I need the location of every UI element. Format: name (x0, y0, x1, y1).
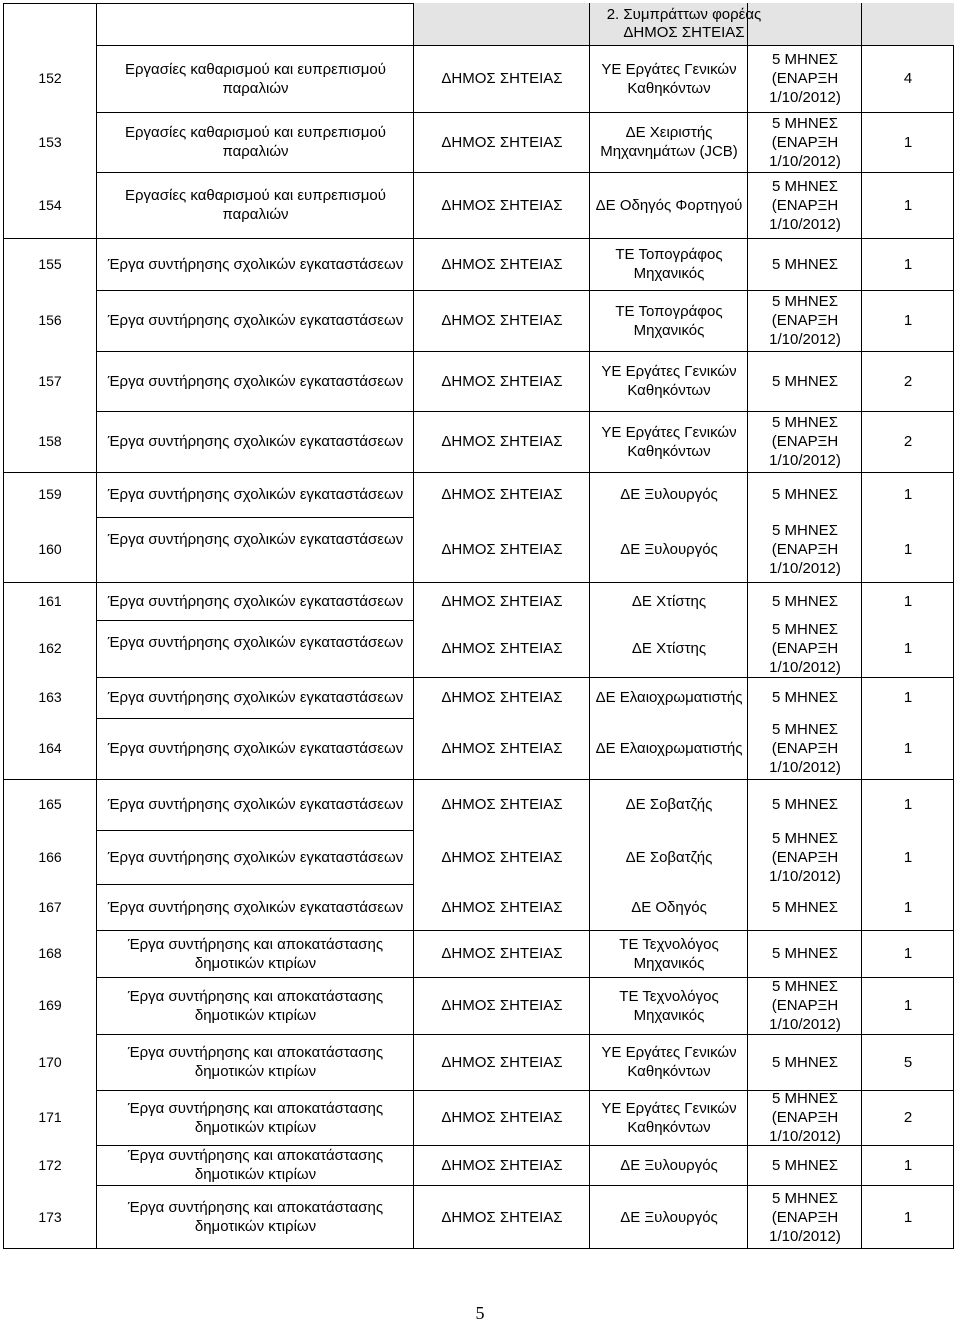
duration (748, 45, 862, 112)
specialty-text: ΔΕ Χειριστής Μηχανημάτων (JCB) (600, 124, 738, 160)
specialty (590, 45, 748, 112)
agency (414, 1145, 590, 1185)
work-title-text: Έργα συντήρησης σχολικών εγκαταστάσεων (107, 255, 404, 273)
agency-text: ΔΗΜΟΣ ΣΗΤΕΙΑΣ (441, 997, 563, 1014)
table-header (414, 6, 954, 42)
row-number-text: 173 (38, 1208, 62, 1225)
agency-text: ΔΗΜΟΣ ΣΗΤΕΙΑΣ (441, 592, 563, 610)
duration (748, 718, 862, 779)
agency (414, 779, 590, 830)
work-title-text: Έργα συντήρησης και αποκατάστασης δημοτικών κτιρίων (127, 1147, 384, 1183)
agency-text: ΔΗΜΟΣ ΣΗΤΕΙΑΣ (441, 312, 563, 329)
work-title (97, 517, 414, 562)
work-title (97, 1145, 414, 1185)
specialty (590, 582, 748, 620)
count-text: 1 (903, 1156, 913, 1174)
work-title-text: Εργασίες καθαρισμού και ευπρεπισμού παραλιών (125, 60, 386, 97)
agency-text: ΔΗΜΟΣ ΣΗΤΕΙΑΣ (441, 640, 563, 657)
specialty-text: ΤΕ Τοπογράφος Μηχανικός (615, 302, 723, 339)
row-number-text: 162 (38, 640, 62, 656)
specialty-text: ΔΕ Χτίστης (631, 592, 707, 610)
count (862, 351, 954, 411)
duration (748, 172, 862, 238)
specialty (590, 1145, 748, 1185)
work-title (97, 351, 414, 411)
work-title (97, 1185, 414, 1249)
count (862, 290, 954, 351)
work-title (97, 582, 414, 620)
duration-text: 5 ΜΗΝΕΣ (772, 486, 838, 503)
specialty-text: ΤΕ Τεχνολόγος Μηχανικός (619, 935, 719, 972)
agency (414, 517, 590, 582)
duration-text: 5 ΜΗΝΕΣ (ΕΝΑΡΞΗ 1/10/2012) (769, 414, 841, 469)
specialty (590, 930, 748, 977)
duration (748, 830, 862, 884)
work-title-text: Έργα συντήρησης σχολικών εγκαταστάσεων (107, 486, 404, 503)
agency (414, 172, 590, 238)
specialty-text: ΥΕ Εργάτες Γενικών Καθηκόντων (601, 60, 737, 97)
count (862, 718, 954, 779)
specialty (590, 290, 748, 351)
duration (748, 677, 862, 718)
count-text: 1 (903, 255, 913, 273)
count-text: 1 (903, 196, 913, 214)
work-title-text: Έργα συντήρησης και αποκατάστασης δημοτικών κτιρίων (127, 1044, 384, 1080)
row-number-text: 157 (38, 372, 62, 389)
row-number (3, 1090, 97, 1145)
specialty-text: ΥΕ Εργάτες Γενικών Καθηκόντων (601, 363, 737, 399)
duration-text: 5 ΜΗΝΕΣ (772, 1053, 838, 1071)
agency-text: ΔΗΜΟΣ ΣΗΤΕΙΑΣ (441, 1053, 563, 1071)
row-number (3, 351, 97, 411)
row-number-text: 163 (38, 689, 62, 705)
count-text: 2 (903, 372, 913, 390)
agency-text: ΔΗΜΟΣ ΣΗΤΕΙΑΣ (441, 196, 563, 214)
agency (414, 830, 590, 884)
work-title-text: Έργα συντήρησης σχολικών εγκαταστάσεων (107, 433, 404, 450)
header-line-2: ΔΗΜΟΣ ΣΗΤΕΙΑΣ (623, 24, 745, 41)
count (862, 677, 954, 718)
row-number-text: 154 (38, 196, 62, 213)
row-number-text: 158 (38, 433, 62, 449)
work-title-text: Εργασίες καθαρισμού και ευπρεπισμού παραλιών (125, 124, 386, 160)
count-text: 1 (903, 796, 913, 813)
work-title (97, 620, 414, 665)
row-number-text: 172 (38, 1156, 62, 1173)
work-title-text: Έργα συντήρησης σχολικών εγκαταστάσεων (107, 740, 404, 757)
row-number (3, 930, 97, 977)
duration (748, 582, 862, 620)
duration-text: 5 ΜΗΝΕΣ (772, 796, 838, 813)
work-title-text: Έργα συντήρησης και αποκατάστασης δημοτικών κτιρίων (127, 935, 384, 972)
work-title-text: Έργα συντήρησης σχολικών εγκαταστάσεων (107, 634, 404, 651)
specialty (590, 472, 748, 517)
count (862, 517, 954, 582)
duration-text: 5 ΜΗΝΕΣ (ΕΝΑΡΞΗ 1/10/2012) (769, 293, 841, 348)
specialty-text: ΤΕ Τεχνολόγος Μηχανικός (619, 987, 719, 1024)
count-text: 1 (903, 1208, 913, 1226)
work-title (97, 411, 414, 472)
work-title-text: Έργα συντήρησης σχολικών εγκαταστάσεων (107, 372, 404, 390)
specialty (590, 830, 748, 884)
work-title (97, 779, 414, 830)
count-text: 1 (903, 541, 913, 558)
row-number-text: 155 (38, 255, 62, 272)
agency-text: ΔΗΜΟΣ ΣΗΤΕΙΑΣ (441, 133, 563, 151)
work-title (97, 112, 414, 172)
count (862, 1145, 954, 1185)
row-number-text: 170 (38, 1053, 62, 1070)
duration (748, 884, 862, 930)
specialty-text: ΔΕ Οδηγός (631, 898, 707, 916)
count (862, 45, 954, 112)
count (862, 779, 954, 830)
row-number-text: 160 (38, 541, 62, 557)
row-number (3, 45, 97, 112)
agency (414, 1090, 590, 1145)
row-number-text: 152 (38, 70, 62, 86)
agency-text: ΔΗΜΟΣ ΣΗΤΕΙΑΣ (441, 486, 563, 503)
duration-text: 5 ΜΗΝΕΣ (772, 689, 838, 706)
duration (748, 1145, 862, 1185)
duration-text: 5 ΜΗΝΕΣ (ΕΝΑΡΞΗ 1/10/2012) (769, 978, 841, 1033)
row-number-text: 165 (38, 796, 62, 812)
agency (414, 677, 590, 718)
agency-text: ΔΗΜΟΣ ΣΗΤΕΙΑΣ (441, 689, 563, 706)
count (862, 112, 954, 172)
row-number (3, 884, 97, 930)
agency (414, 884, 590, 930)
duration-text: 5 ΜΗΝΕΣ (ΕΝΑΡΞΗ 1/10/2012) (769, 1189, 841, 1245)
work-title (97, 1034, 414, 1090)
count-text: 1 (903, 640, 913, 657)
count (862, 620, 954, 677)
duration (748, 1185, 862, 1249)
count-text: 1 (903, 133, 913, 151)
work-title (97, 1090, 414, 1145)
count-text: 2 (903, 1109, 913, 1126)
row-number (3, 582, 97, 620)
count (862, 1034, 954, 1090)
specialty (590, 1185, 748, 1249)
row-number (3, 411, 97, 472)
count (862, 884, 954, 930)
agency (414, 290, 590, 351)
duration (748, 472, 862, 517)
specialty-text: ΔΕ Οδηγός Φορτηγού (595, 196, 743, 214)
work-title-text: Έργα συντήρησης σχολικών εγκαταστάσεων (107, 689, 404, 706)
row-number (3, 677, 97, 718)
specialty-text: ΔΕ Ξυλουργός (620, 1156, 718, 1174)
count-text: 1 (903, 312, 913, 329)
duration (748, 930, 862, 977)
agency-text: ΔΗΜΟΣ ΣΗΤΕΙΑΣ (441, 70, 563, 87)
duration-text: 5 ΜΗΝΕΣ (772, 1156, 838, 1174)
count-text: 1 (903, 740, 913, 757)
row-number (3, 1034, 97, 1090)
specialty (590, 884, 748, 930)
row-number (3, 238, 97, 290)
specialty (590, 1090, 748, 1145)
work-title (97, 290, 414, 351)
count (862, 411, 954, 472)
agency (414, 977, 590, 1034)
work-title (97, 830, 414, 884)
count (862, 1090, 954, 1145)
agency-text: ΔΗΜΟΣ ΣΗΤΕΙΑΣ (441, 1156, 563, 1174)
duration-text: 5 ΜΗΝΕΣ (ΕΝΑΡΞΗ 1/10/2012) (769, 721, 841, 776)
row-number (3, 620, 97, 677)
specialty (590, 1034, 748, 1090)
specialty-text: ΔΕ Ξυλουργός (620, 541, 718, 558)
specialty-text: ΔΕ Ξυλουργός (620, 1208, 718, 1226)
duration (748, 977, 862, 1034)
row-number (3, 718, 97, 779)
duration (748, 1034, 862, 1090)
row-number-text: 156 (38, 312, 62, 328)
row-number (3, 290, 97, 351)
specialty (590, 620, 748, 677)
work-title-text: Έργα συντήρησης σχολικών εγκαταστάσεων (107, 796, 404, 813)
specialty (590, 112, 748, 172)
work-title-text: Έργα συντήρησης και αποκατάστασης δημοτικών κτιρίων (127, 987, 384, 1024)
duration-text: 5 ΜΗΝΕΣ (772, 372, 838, 390)
duration-text: 5 ΜΗΝΕΣ (ΕΝΑΡΞΗ 1/10/2012) (769, 829, 841, 885)
work-title-text: Έργα συντήρησης σχολικών εγκαταστάσεων (107, 531, 404, 548)
specialty-text: ΔΕ Ξυλουργός (620, 486, 718, 503)
specialty (590, 677, 748, 718)
count-text: 1 (903, 689, 913, 706)
work-title-text: Έργα συντήρησης σχολικών εγκαταστάσεων (107, 848, 404, 866)
work-title (97, 884, 414, 930)
agency-text: ΔΗΜΟΣ ΣΗΤΕΙΑΣ (441, 1109, 563, 1126)
duration (748, 1090, 862, 1145)
agency (414, 411, 590, 472)
count (862, 930, 954, 977)
header-line-1: 2. Συμπράττων φορέας (606, 6, 762, 23)
work-title (97, 718, 414, 779)
agency (414, 930, 590, 977)
row-number (3, 1145, 97, 1185)
work-title (97, 45, 414, 112)
duration-text: 5 ΜΗΝΕΣ (772, 898, 838, 916)
row-number-text: 169 (38, 997, 62, 1013)
count (862, 172, 954, 238)
agency-text: ΔΗΜΟΣ ΣΗΤΕΙΑΣ (441, 372, 563, 390)
count (862, 830, 954, 884)
work-title (97, 472, 414, 517)
work-title-text: Έργα συντήρησης σχολικών εγκαταστάσεων (107, 592, 404, 610)
count (862, 582, 954, 620)
count-text: 1 (903, 898, 913, 916)
row-number-text: 153 (38, 133, 62, 150)
row-number (3, 472, 97, 517)
duration-text: 5 ΜΗΝΕΣ (772, 255, 838, 273)
agency (414, 1185, 590, 1249)
row-number (3, 977, 97, 1034)
work-title-text: Έργα συντήρησης σχολικών εγκαταστάσεων (107, 898, 404, 916)
count (862, 1185, 954, 1249)
work-title-text: Έργα συντήρησης σχολικών εγκαταστάσεων (107, 312, 404, 329)
agency (414, 472, 590, 517)
row-number-text: 167 (38, 898, 62, 915)
duration-text: 5 ΜΗΝΕΣ (ΕΝΑΡΞΗ 1/10/2012) (769, 621, 841, 676)
agency (414, 238, 590, 290)
duration-text: 5 ΜΗΝΕΣ (ΕΝΑΡΞΗ 1/10/2012) (769, 51, 841, 106)
count-text: 1 (903, 486, 913, 503)
row-number-text: 164 (38, 740, 62, 756)
count (862, 238, 954, 290)
duration (748, 779, 862, 830)
row-number (3, 172, 97, 238)
specialty-text: ΔΕ Χτίστης (631, 640, 707, 657)
duration-text: 5 ΜΗΝΕΣ (ΕΝΑΡΞΗ 1/10/2012) (769, 177, 841, 233)
count-text: 1 (903, 848, 913, 866)
duration (748, 290, 862, 351)
agency-text: ΔΗΜΟΣ ΣΗΤΕΙΑΣ (441, 796, 563, 813)
duration (748, 351, 862, 411)
agency (414, 620, 590, 677)
specialty (590, 517, 748, 582)
row-number (3, 112, 97, 172)
agency-text: ΔΗΜΟΣ ΣΗΤΕΙΑΣ (441, 898, 563, 916)
count-text: 2 (903, 433, 913, 450)
specialty-text: ΥΕ Εργάτες Γενικών Καθηκόντων (601, 1099, 737, 1136)
row-number (3, 779, 97, 830)
duration (748, 620, 862, 677)
duration (748, 238, 862, 290)
count-text: 5 (903, 1053, 913, 1071)
agency (414, 112, 590, 172)
duration (748, 517, 862, 582)
specialty (590, 977, 748, 1034)
work-title-text: Εργασίες καθαρισμού και ευπρεπισμού παραλιών (125, 187, 386, 223)
specialty-text: ΥΕ Εργάτες Γενικών Καθηκόντων (601, 1044, 737, 1080)
duration (748, 112, 862, 172)
agency-text: ΔΗΜΟΣ ΣΗΤΕΙΑΣ (441, 848, 563, 866)
specialty (590, 172, 748, 238)
specialty-text: ΔΕ Ελαιοχρωματιστής (595, 689, 743, 706)
agency-text: ΔΗΜΟΣ ΣΗΤΕΙΑΣ (441, 433, 563, 450)
count-text: 4 (903, 70, 913, 87)
duration-text: 5 ΜΗΝΕΣ (ΕΝΑΡΞΗ 1/10/2012) (769, 522, 841, 577)
work-title (97, 238, 414, 290)
work-title (97, 977, 414, 1034)
specialty-text: ΔΕ Σοβατζής (625, 796, 713, 813)
agency-text: ΔΗΜΟΣ ΣΗΤΕΙΑΣ (441, 541, 563, 558)
count-text: 1 (903, 945, 913, 962)
agency (414, 582, 590, 620)
specialty-text: ΤΕ Τοπογράφος Μηχανικός (615, 246, 723, 282)
work-title-text: Έργα συντήρησης και αποκατάστασης δημοτικών κτιρίων (127, 1199, 384, 1235)
row-number-text: 161 (38, 592, 62, 609)
duration-text: 5 ΜΗΝΕΣ (772, 592, 838, 610)
specialty-text: ΔΕ Σοβατζής (625, 848, 713, 866)
specialty (590, 351, 748, 411)
specialty (590, 411, 748, 472)
row-number-text: 159 (38, 486, 62, 502)
specialty (590, 718, 748, 779)
specialty-text: ΥΕ Εργάτες Γενικών Καθηκόντων (601, 423, 737, 460)
agency (414, 351, 590, 411)
agency-text: ΔΗΜΟΣ ΣΗΤΕΙΑΣ (441, 255, 563, 273)
agency-text: ΔΗΜΟΣ ΣΗΤΕΙΑΣ (441, 945, 563, 962)
work-title (97, 930, 414, 977)
row-number-text: 166 (38, 848, 62, 865)
count-text: 1 (903, 592, 913, 610)
specialty (590, 779, 748, 830)
row-number-text: 171 (38, 1109, 62, 1125)
row-number (3, 1185, 97, 1249)
duration (748, 411, 862, 472)
work-title (97, 172, 414, 238)
work-title (97, 677, 414, 718)
specialty-text: ΔΕ Ελαιοχρωματιστής (595, 740, 743, 757)
count (862, 472, 954, 517)
agency (414, 45, 590, 112)
agency-text: ΔΗΜΟΣ ΣΗΤΕΙΑΣ (441, 1208, 563, 1226)
specialty (590, 238, 748, 290)
work-title-text: Έργα συντήρησης και αποκατάστασης δημοτικών κτιρίων (127, 1099, 384, 1136)
page-number: 5 (475, 1303, 485, 1323)
duration-text: 5 ΜΗΝΕΣ (ΕΝΑΡΞΗ 1/10/2012) (769, 114, 841, 170)
count-text: 1 (903, 997, 913, 1014)
row-number (3, 517, 97, 582)
count (862, 977, 954, 1034)
agency (414, 718, 590, 779)
duration-text: 5 ΜΗΝΕΣ (ΕΝΑΡΞΗ 1/10/2012) (769, 1090, 841, 1145)
agency (414, 1034, 590, 1090)
agency-text: ΔΗΜΟΣ ΣΗΤΕΙΑΣ (441, 740, 563, 757)
row-number (3, 830, 97, 884)
duration-text: 5 ΜΗΝΕΣ (772, 945, 838, 962)
row-number-text: 168 (38, 945, 62, 961)
